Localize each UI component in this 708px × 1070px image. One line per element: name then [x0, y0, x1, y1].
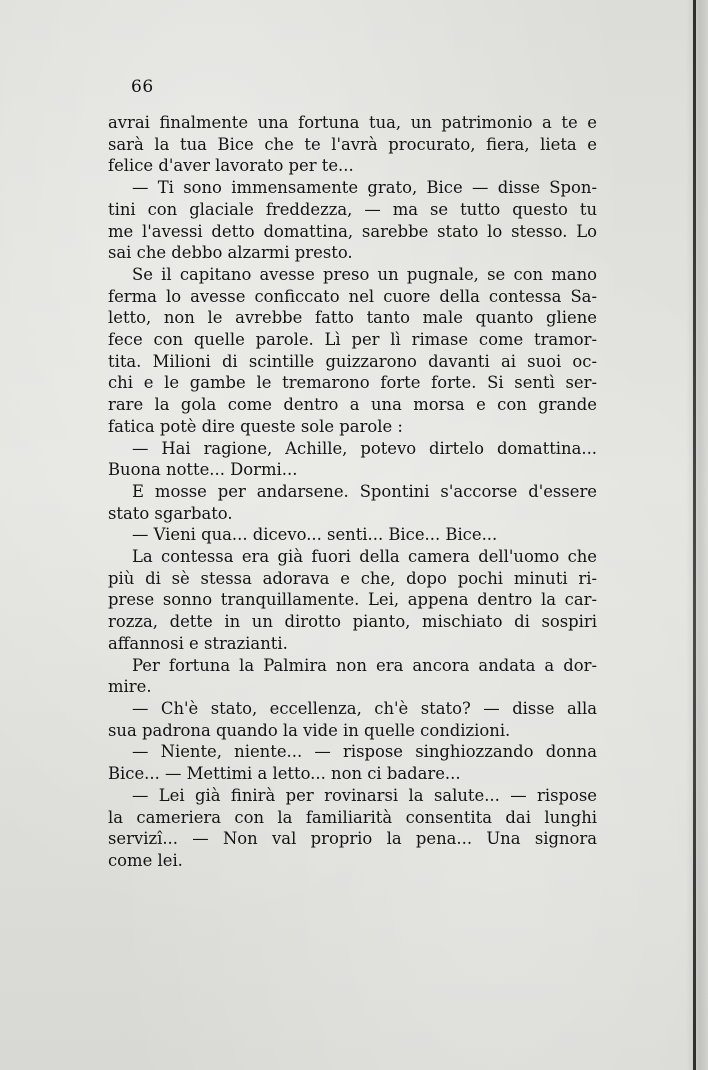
text-line: felice d'aver lavorato per te... — [108, 156, 354, 176]
text-line: prese sonno tranquillamente. Lei, appena dentro la car- — [108, 590, 597, 610]
text-line: stato sgarbato. — [108, 503, 233, 523]
body-text — [108, 112, 597, 872]
text-line: sarà la tua Bice che te l'avrà procurato, fiera, lieta e — [108, 134, 597, 154]
text-line: fatica potè dire queste sole parole : — [108, 416, 403, 436]
text-line: E mosse per andarsene. Spontini s'accorse d'essere — [132, 481, 597, 501]
text-line: — Ch'è stato, eccellenza, ch'è stato? — disse alla — [132, 698, 597, 718]
text-line: letto, non le avrebbe fatto tanto male quanto gliene — [108, 308, 597, 328]
text-line: sua padrona quando la vide in quelle condizioni. — [108, 720, 511, 740]
text-line: come lei. — [108, 850, 183, 870]
text-line: più di sè stessa adorava e che, dopo pochi minuti ri- — [108, 568, 597, 588]
text-line: Bice... — Mettimi a letto... non ci badare... — [108, 764, 461, 784]
text-line: — Lei già finirà per rovinarsi la salute... — rispose — [132, 785, 597, 805]
text-line: — Hai ragione, Achille, potevo dirtelo domattina... — [132, 438, 597, 458]
text-line: chi e le gambe le tremarono forte forte. Si sentì ser- — [108, 373, 597, 393]
text-line: tini con glaciale freddezza, — ma se tutto questo tu — [108, 199, 597, 219]
text-line: ferma lo avesse conficcato nel cuore della contessa Sa- — [108, 286, 597, 306]
text-line: — Vieni qua... dicevo... senti... Bice... Bice... — [132, 525, 498, 545]
text-line: affannosi e strazianti. — [108, 633, 288, 653]
page-number: 66 — [131, 77, 154, 97]
text-line: fece con quelle parole. Lì per lì rimase come tramor- — [108, 330, 597, 350]
text-line: servizî... — Non val proprio la pena... Una signora — [108, 829, 597, 849]
text-line: mire. — [108, 677, 152, 697]
text-line: rozza, dette in un dirotto pianto, mischiato di sospiri — [108, 612, 597, 632]
text-line: sai che debbo alzarmi presto. — [108, 243, 353, 263]
binding-shadow — [686, 0, 708, 1070]
text-line: — Niente, niente... — rispose singhiozzando donna — [132, 742, 597, 762]
text-line: rare la gola come dentro a una morsa e con grande — [108, 395, 597, 415]
text-line: Per fortuna la Palmira non era ancora andata a dor- — [132, 655, 597, 675]
binding-edge-line — [693, 0, 696, 1070]
text-line: La contessa era già fuori della camera dell'uomo che — [132, 547, 597, 567]
text-line: avrai finalmente una fortuna tua, un patrimonio a te e — [108, 113, 597, 132]
text-line: Buona notte... Dormi... — [108, 460, 298, 480]
text-line: la cameriera con la familiarità consentita dai lunghi — [108, 807, 597, 827]
text-line: Se il capitano avesse preso un pugnale, se con mano — [132, 264, 597, 284]
text-line: tita. Milioni di scintille guizzarono davanti ai suoi oc- — [108, 351, 597, 371]
text-line: me l'avessi detto domattina, sarebbe stato lo stesso. Lo — [108, 221, 597, 241]
text-line: — Ti sono immensamente grato, Bice — disse Spon- — [132, 178, 597, 198]
